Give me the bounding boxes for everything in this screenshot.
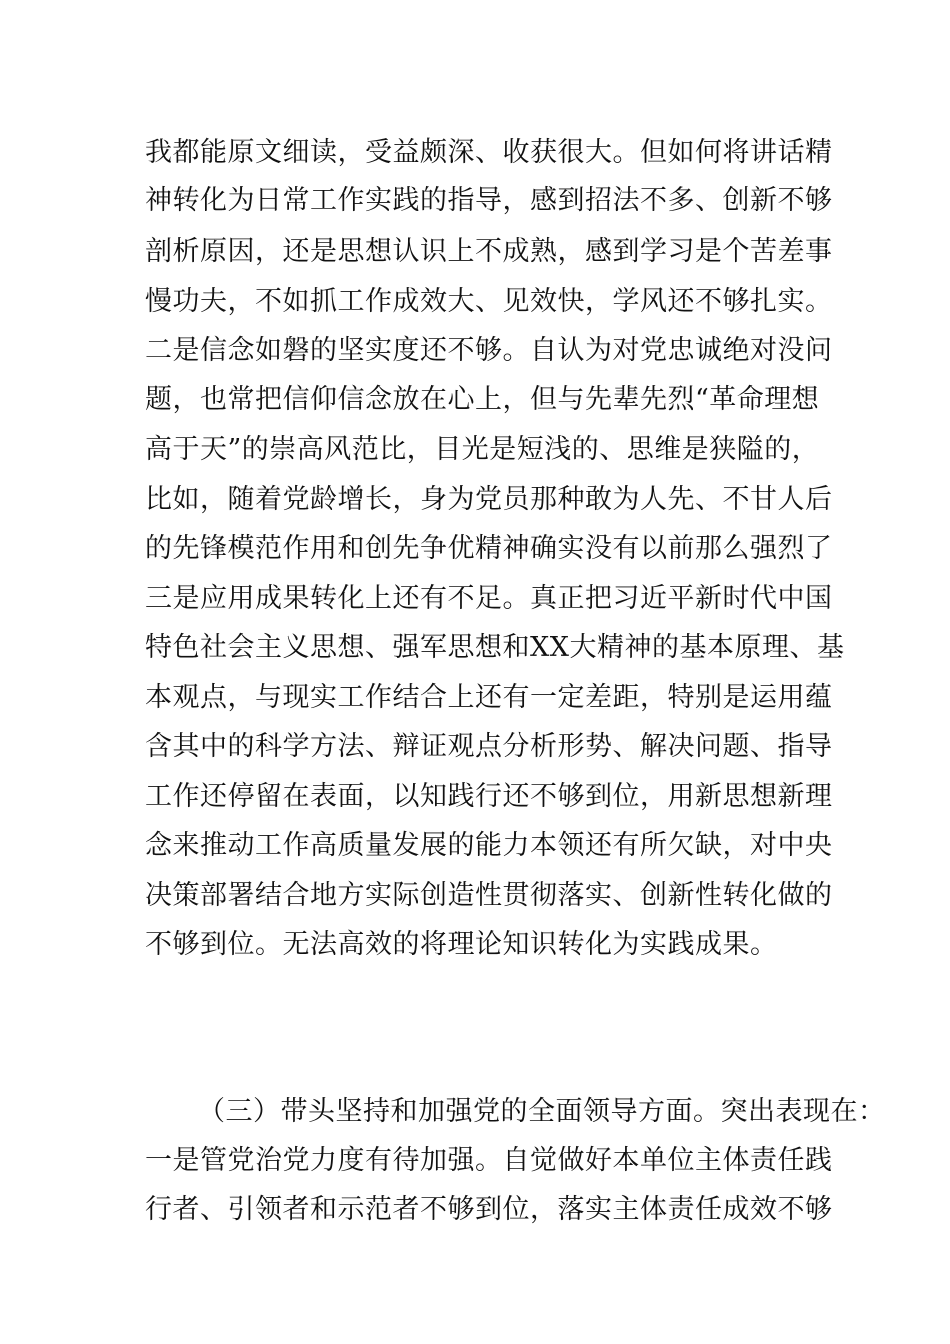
text-line-3: 剖析原因，还是思想认识上不成熟，感到学习是个苦差事 xyxy=(145,236,833,267)
text-line-10: 三是应用成果转化上还有不足。真正把习近平新时代中国 xyxy=(145,583,833,614)
text-line-12: 本观点，与现实工作结合上还有一定差距，特别是运用蕴 xyxy=(145,682,833,713)
text-line-9: 的先锋模范作用和创先争优精神确实没有以前那么强烈了 xyxy=(145,533,833,564)
text-line-1: 我都能原文细读，受益颇深、收获很大。但如何将讲话精 xyxy=(145,137,833,168)
text-line-4: 慢功夫，不如抓工作成效大、见效快，学风还不够扎实。 xyxy=(145,286,833,317)
text-line-13: 含其中的科学方法、辩证观点分析形势、解决问题、指导 xyxy=(145,731,833,762)
text-line-14: 工作还停留在表面，以知践行还不够到位，用新思想新理 xyxy=(145,781,833,812)
text-line-5: 二是信念如磐的坚实度还不够。自认为对党忠诚绝对没问 xyxy=(145,335,833,366)
text-line-19: 一是管党治党力度有待加强。自觉做好本单位主体责任践 xyxy=(145,1145,833,1176)
text-line-6: 题，也常把信仰信念放在心上，但与先辈先烈“革命理想 xyxy=(145,384,820,415)
section-heading-line: （三）带头坚持和加强党的全面领导方面。突出表现在： xyxy=(198,1096,886,1127)
text-line-11: 特色社会主义思想、强军思想和XX大精神的基本原理、基 xyxy=(145,632,845,663)
text-line-16: 决策部署结合地方实际创造性贯彻落实、创新性转化做的 xyxy=(145,880,833,911)
text-line-7: 高于天”的崇高风范比，目光是短浅的、思维是狭隘的， xyxy=(145,434,820,465)
text-line-2: 神转化为日常工作实践的指导，感到招法不多、创新不够 xyxy=(145,185,833,216)
text-line-17: 不够到位。无法高效的将理论知识转化为实践成果。 xyxy=(145,929,778,960)
text-line-20: 行者、引领者和示范者不够到位，落实主体责任成效不够 xyxy=(145,1194,833,1225)
text-line-8: 比如，随着党龄增长，身为党员那种敢为人先、不甘人后 xyxy=(145,484,833,515)
text-line-15: 念来推动工作高质量发展的能力本领还有所欠缺，对中央 xyxy=(145,830,833,861)
